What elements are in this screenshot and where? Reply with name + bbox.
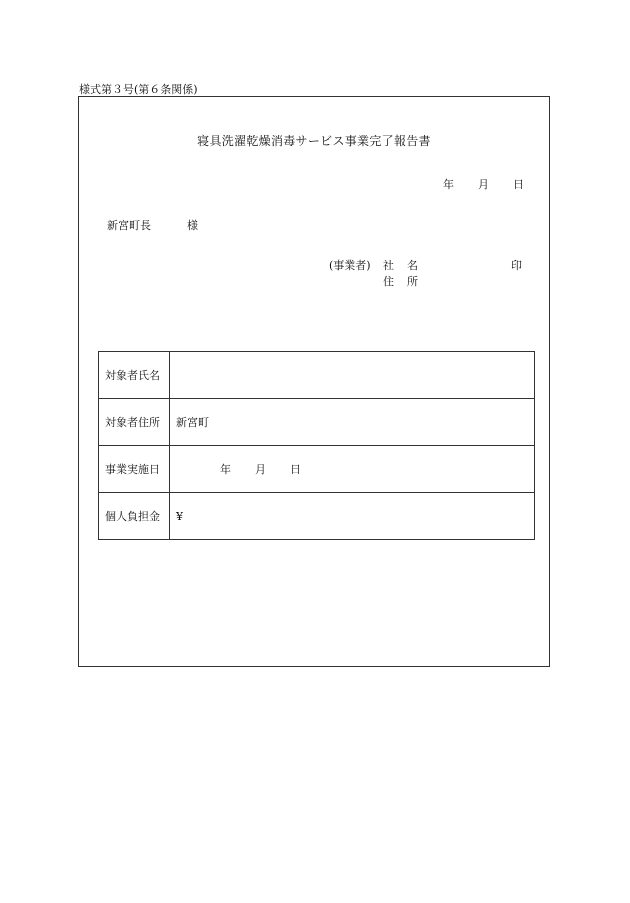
document-title: 寝具洗濯乾燥消毒サービス事業完了報告書 [197, 134, 431, 148]
copayment-field[interactable] [170, 493, 535, 540]
yen-sign: ¥ [176, 509, 183, 523]
table-row [99, 493, 535, 540]
header-year-label: 年 [443, 178, 454, 191]
address-label-1: 住 [383, 275, 394, 288]
service-date-field[interactable] [170, 446, 535, 493]
table-row [99, 399, 535, 446]
address-label-2: 所 [407, 275, 418, 288]
company-label-1: 社 [383, 259, 394, 272]
company-label-2: 名 [407, 259, 418, 272]
subject-name-label: 対象者氏名 [99, 352, 170, 399]
header-day-label: 日 [513, 178, 524, 191]
header-month-label: 月 [478, 178, 489, 191]
recipient-name: 新宮町長 [107, 219, 151, 232]
service-day-label: 日 [290, 463, 301, 476]
form-number: 様式第３号(第６条関係) [79, 83, 198, 96]
subject-name-field[interactable] [170, 352, 535, 399]
operator-label: (事業者) [329, 259, 371, 272]
copayment-label: 個人負担金 [99, 493, 170, 540]
service-year-label: 年 [220, 463, 231, 476]
subject-address-label: 対象者住所 [99, 399, 170, 446]
subject-address-value: 新宮町 [176, 416, 209, 429]
report-table [98, 351, 535, 540]
table-row [99, 446, 535, 493]
service-date-label: 事業実施日 [99, 446, 170, 493]
report-frame [78, 96, 550, 667]
subject-address-field[interactable] [170, 399, 535, 446]
recipient-line [107, 217, 198, 233]
seal-mark: 印 [511, 259, 522, 272]
recipient-honorific: 様 [187, 219, 198, 232]
service-month-label: 月 [255, 463, 266, 476]
table-row [99, 352, 535, 399]
